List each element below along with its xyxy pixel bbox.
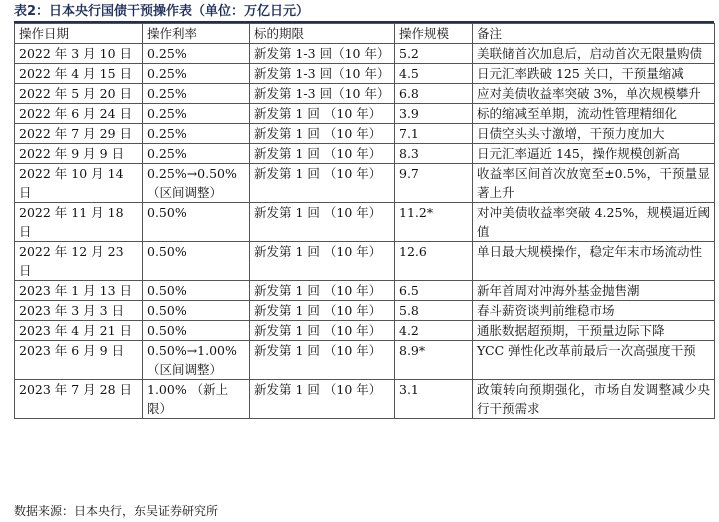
cell-rate: 0.25%	[143, 44, 250, 64]
cell-scale: 4.2	[395, 321, 473, 341]
cell-tenor: 新发第 1-3 回（10 年）	[250, 64, 395, 84]
cell-rate: 0.50%	[143, 203, 250, 242]
cell-tenor: 新发第 1 回 （10 年）	[250, 104, 395, 124]
cell-tenor: 新发第 1 回 （10 年）	[250, 164, 395, 203]
cell-scale: 5.2	[395, 44, 473, 64]
cell-scale: 11.2*	[395, 203, 473, 242]
cell-tenor: 新发第 1 回 （10 年）	[250, 380, 395, 419]
table-row	[15, 144, 715, 164]
cell-rate: 0.25%	[143, 144, 250, 164]
cell-tenor: 新发第 1-3 回（10 年）	[250, 44, 395, 64]
cell-date: 2022 年 4 月 15 日	[15, 64, 143, 84]
cell-note: 日债空头头寸激增，干预力度加大	[473, 124, 715, 144]
cell-rate: 0.25%	[143, 124, 250, 144]
cell-note: 应对美债收益率突破 3%，单次规模攀升	[473, 84, 715, 104]
cell-scale: 8.3	[395, 144, 473, 164]
header-tenor: 标的期限	[250, 24, 395, 44]
cell-scale: 12.6	[395, 242, 473, 281]
cell-scale: 6.8	[395, 84, 473, 104]
intervention-table	[14, 23, 715, 419]
table-row	[15, 380, 715, 419]
cell-date: 2023 年 1 月 13 日	[15, 281, 143, 301]
cell-note: 日元汇率跌破 125 关口，干预量缩减	[473, 64, 715, 84]
cell-tenor: 新发第 1 回 （10 年）	[250, 321, 395, 341]
cell-tenor: 新发第 1 回 （10 年）	[250, 144, 395, 164]
cell-note: 单日最大规模操作，稳定年末市场流动性	[473, 242, 715, 281]
cell-note: YCC 弹性化改革前最后一次高强度干预	[473, 341, 715, 380]
cell-date: 2022 年 10 月 14 日	[15, 164, 143, 203]
cell-scale: 7.1	[395, 124, 473, 144]
cell-tenor: 新发第 1 回 （10 年）	[250, 281, 395, 301]
source-note: 数据来源：日本央行，东吴证券研究所	[14, 504, 219, 518]
cell-date: 2022 年 7 月 29 日	[15, 124, 143, 144]
table-row	[15, 301, 715, 321]
cell-note: 标的缩减至单期，流动性管理精细化	[473, 104, 715, 124]
cell-note: 新年首周对冲海外基金抛售潮	[473, 281, 715, 301]
cell-date: 2023 年 4 月 21 日	[15, 321, 143, 341]
cell-rate: 0.50%	[143, 242, 250, 281]
table-row	[15, 104, 715, 124]
table-title: 表2：日本央行国债干预操作表（单位：万亿日元）	[14, 4, 310, 19]
cell-date: 2022 年 6 月 24 日	[15, 104, 143, 124]
cell-date: 2023 年 7 月 28 日	[15, 380, 143, 419]
cell-note: 美联储首次加息后，启动首次无限量购债	[473, 44, 715, 64]
cell-tenor: 新发第 1 回 （10 年）	[250, 341, 395, 380]
table-header-row	[15, 24, 715, 44]
cell-rate: 0.50%	[143, 301, 250, 321]
header-rate: 操作利率	[143, 24, 250, 44]
cell-scale: 8.9*	[395, 341, 473, 380]
cell-note: 日元汇率逼近 145，操作规模创新高	[473, 144, 715, 164]
cell-date: 2022 年 3 月 10 日	[15, 44, 143, 64]
cell-note: 政策转向预期强化，市场自发调整减少央行干预需求	[473, 380, 715, 419]
cell-tenor: 新发第 1 回 （10 年）	[250, 301, 395, 321]
cell-rate: 0.25%	[143, 84, 250, 104]
header-date: 操作日期	[15, 24, 143, 44]
cell-date: 2022 年 9 月 9 日	[15, 144, 143, 164]
cell-date: 2022 年 5 月 20 日	[15, 84, 143, 104]
cell-note: 春斗薪资谈判前维稳市场	[473, 301, 715, 321]
cell-date: 2022 年 11 月 18 日	[15, 203, 143, 242]
table-row	[15, 124, 715, 144]
table-row	[15, 321, 715, 341]
table-row	[15, 84, 715, 104]
header-note: 备注	[473, 24, 715, 44]
cell-rate: 0.25%	[143, 64, 250, 84]
cell-tenor: 新发第 1 回 （10 年）	[250, 242, 395, 281]
cell-scale: 9.7	[395, 164, 473, 203]
cell-note: 对冲美债收益率突破 4.25%，规模逼近阈值	[473, 203, 715, 242]
table-row	[15, 164, 715, 203]
cell-tenor: 新发第 1 回 （10 年）	[250, 124, 395, 144]
header-scale: 操作规模	[395, 24, 473, 44]
cell-rate: 0.50%→1.00%（区间调整）	[143, 341, 250, 380]
cell-tenor: 新发第 1-3 回（10 年）	[250, 84, 395, 104]
cell-scale: 3.1	[395, 380, 473, 419]
cell-rate: 0.50%	[143, 321, 250, 341]
cell-rate: 0.25%	[143, 104, 250, 124]
table-row	[15, 341, 715, 380]
table-row	[15, 64, 715, 84]
cell-note: 通胀数据超预期，干预量边际下降	[473, 321, 715, 341]
table-row	[15, 281, 715, 301]
cell-rate: 0.25%→0.50%（区间调整）	[143, 164, 250, 203]
cell-scale: 5.8	[395, 301, 473, 321]
table-row	[15, 203, 715, 242]
cell-rate: 0.50%	[143, 281, 250, 301]
table-row	[15, 44, 715, 64]
cell-date: 2023 年 3 月 3 日	[15, 301, 143, 321]
cell-note: 收益率区间首次放宽至±0.5%，干预量显著上升	[473, 164, 715, 203]
cell-rate: 1.00% （新上限）	[143, 380, 250, 419]
cell-scale: 6.5	[395, 281, 473, 301]
cell-tenor: 新发第 1 回 （10 年）	[250, 203, 395, 242]
cell-scale: 4.5	[395, 64, 473, 84]
cell-date: 2023 年 6 月 9 日	[15, 341, 143, 380]
table-row	[15, 242, 715, 281]
cell-scale: 3.9	[395, 104, 473, 124]
cell-date: 2022 年 12 月 23 日	[15, 242, 143, 281]
